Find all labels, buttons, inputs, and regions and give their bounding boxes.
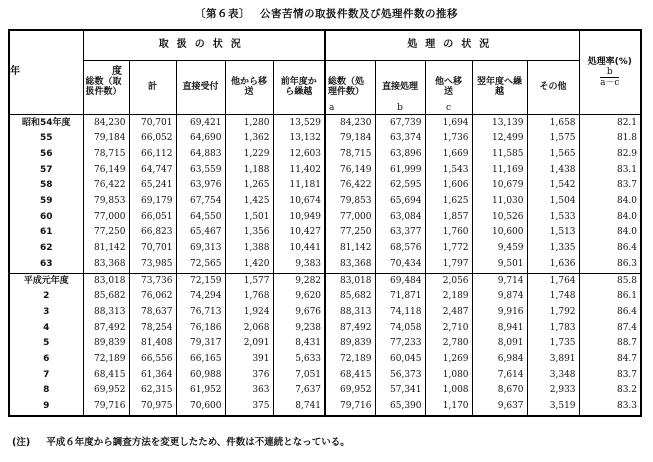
cell-direct: 63,976 [176, 178, 225, 194]
cell-carried-in: 11,402 [273, 163, 325, 179]
table-number: 〔第６表〕 [195, 8, 250, 20]
cell-direct-proc: 67,739 [375, 114, 425, 131]
cell-proc-total: 79,853 [325, 194, 375, 210]
header-carried-to-next: 翌年度へ繰越 [472, 60, 527, 114]
cell-rate: 82.9 [579, 147, 641, 163]
cell-total: 85,682 [83, 289, 129, 305]
cell-direct: 63,559 [176, 163, 225, 179]
table-row [9, 241, 641, 257]
cell-to-other: 1,857 [425, 210, 472, 226]
cell-carried-out: 9,459 [472, 241, 527, 257]
table-row [9, 210, 641, 226]
table-row [9, 336, 641, 352]
cell-to-other: 1,797 [425, 257, 472, 273]
row-year: 7 [9, 368, 83, 384]
row-year: 5 [9, 336, 83, 352]
cell-other: 3,348 [527, 368, 579, 384]
cell-carried-in: 9,676 [273, 305, 325, 321]
cell-rate: 83.1 [579, 163, 641, 179]
header-subtotal: 計 [129, 60, 176, 114]
cell-proc-total: 68,415 [325, 368, 375, 384]
cell-total: 78,715 [83, 147, 129, 163]
cell-to-other: 2,056 [425, 273, 472, 289]
footnote [12, 434, 642, 448]
cell-total: 87,492 [83, 321, 129, 337]
cell-subtotal: 64,747 [129, 163, 176, 179]
row-year: 2 [9, 289, 83, 305]
cell-to-other: 2,710 [425, 321, 472, 337]
table-row [9, 368, 641, 384]
cell-to-other: 1,694 [425, 114, 472, 131]
cell-total: 88,313 [83, 305, 129, 321]
cell-subtotal: 76,062 [129, 289, 176, 305]
cell-from-other: 1,577 [225, 273, 273, 289]
cell-from-other: 1,356 [225, 225, 273, 241]
cell-total: 68,415 [83, 368, 129, 384]
cell-carried-out: 9,916 [472, 305, 527, 321]
cell-proc-total: 76,149 [325, 163, 375, 179]
cell-other: 1,542 [527, 178, 579, 194]
cell-from-other: 1,768 [225, 289, 273, 305]
cell-proc-total: 87,492 [325, 321, 375, 337]
cell-direct-proc: 65,390 [375, 399, 425, 416]
cell-total: 84,230 [83, 114, 129, 131]
cell-carried-in: 9,620 [273, 289, 325, 305]
cell-direct: 64,690 [176, 131, 225, 147]
cell-rate: 82.1 [579, 114, 641, 131]
cell-to-other: 1,080 [425, 368, 472, 384]
cell-carried-in: 10,674 [273, 194, 325, 210]
cell-rate: 84.0 [579, 194, 641, 210]
row-year: 平成元年度 [9, 273, 83, 289]
cell-rate: 86.4 [579, 305, 641, 321]
cell-from-other: 1,924 [225, 305, 273, 321]
cell-to-other: 1,269 [425, 352, 472, 368]
row-year: 62 [9, 241, 83, 257]
cell-from-other: 375 [225, 399, 273, 416]
cell-direct-proc: 74,118 [375, 305, 425, 321]
cell-other: 1,735 [527, 336, 579, 352]
cell-total: 76,422 [83, 178, 129, 194]
cell-direct: 60,988 [176, 368, 225, 384]
cell-subtotal: 78,254 [129, 321, 176, 337]
cell-direct-proc: 63,896 [375, 147, 425, 163]
row-year: 9 [9, 399, 83, 416]
cell-direct: 74,294 [176, 289, 225, 305]
table-row [9, 321, 641, 337]
header-total: 総数（取扱件数） [83, 60, 129, 114]
cell-carried-in: 10,427 [273, 225, 325, 241]
cell-proc-total: 78,715 [325, 147, 375, 163]
row-year: 63 [9, 257, 83, 273]
row-year: 55 [9, 131, 83, 147]
cell-direct: 64,550 [176, 210, 225, 226]
cell-carried-in: 11,181 [273, 178, 325, 194]
cell-proc-total: 79,716 [325, 399, 375, 416]
header-direct-accept: 直接受付 [176, 60, 225, 114]
cell-rate: 88.7 [579, 336, 641, 352]
cell-subtotal: 66,051 [129, 210, 176, 226]
cell-direct-proc: 63,084 [375, 210, 425, 226]
cell-from-other: 1,425 [225, 194, 273, 210]
letter-b: b [397, 102, 403, 113]
cell-from-other: 391 [225, 352, 273, 368]
cell-proc-total: 89,839 [325, 336, 375, 352]
cell-subtotal: 81,408 [129, 336, 176, 352]
cell-rate: 83.7 [579, 368, 641, 384]
cell-total: 83,368 [83, 257, 129, 273]
cell-rate: 84.0 [579, 210, 641, 226]
cell-total: 79,184 [83, 131, 129, 147]
cell-total: 83,018 [83, 273, 129, 289]
cell-carried-out: 12,499 [472, 131, 527, 147]
cell-other: 1,764 [527, 273, 579, 289]
cell-direct-proc: 62,595 [375, 178, 425, 194]
cell-other: 1,533 [527, 210, 579, 226]
letter-c: c [445, 102, 452, 113]
cell-carried-out: 9,874 [472, 289, 527, 305]
footnote-mark: (注) [12, 437, 31, 448]
cell-to-other: 2,189 [425, 289, 472, 305]
cell-carried-in: 5,633 [273, 352, 325, 368]
cell-carried-out: 8,941 [472, 321, 527, 337]
cell-total: 89,839 [83, 336, 129, 352]
cell-carried-out: 8,670 [472, 383, 527, 399]
header-transfer-to-other: 他へ移送 c [425, 60, 472, 114]
header-direct-process: 直接処理 b [375, 60, 425, 114]
cell-other: 1,335 [527, 241, 579, 257]
cell-subtotal: 66,112 [129, 147, 176, 163]
complaints-table [8, 29, 642, 417]
cell-from-other: 1,388 [225, 241, 273, 257]
cell-total: 79,716 [83, 399, 129, 416]
cell-from-other: 2,091 [225, 336, 273, 352]
cell-rate: 86.1 [579, 289, 641, 305]
header-proc-total: 総数（処理件数） a [325, 60, 375, 114]
cell-direct: 72,159 [176, 273, 225, 289]
row-year: 60 [9, 210, 83, 226]
cell-subtotal: 66,052 [129, 131, 176, 147]
cell-rate: 81.8 [579, 131, 641, 147]
header-processing-group: 処理の状況 [325, 30, 579, 60]
cell-subtotal: 78,637 [129, 305, 176, 321]
cell-direct-proc: 77,233 [375, 336, 425, 352]
row-year: 59 [9, 194, 83, 210]
cell-direct: 66,165 [176, 352, 225, 368]
cell-subtotal: 69,179 [129, 194, 176, 210]
cell-carried-out: 10,600 [472, 225, 527, 241]
cell-other: 1,748 [527, 289, 579, 305]
cell-carried-in: 8,431 [273, 336, 325, 352]
cell-to-other: 1,543 [425, 163, 472, 179]
header-rate: 処理率(%) $\frac{b}{a-c}$ [579, 30, 641, 114]
row-year: 57 [9, 163, 83, 179]
cell-to-other: 1,736 [425, 131, 472, 147]
cell-from-other: 1,265 [225, 178, 273, 194]
cell-direct: 64,883 [176, 147, 225, 163]
cell-other: 1,792 [527, 305, 579, 321]
cell-rate: 87.4 [579, 321, 641, 337]
cell-total: 77,250 [83, 225, 129, 241]
cell-to-other: 1,760 [425, 225, 472, 241]
cell-carried-out: 9,714 [472, 273, 527, 289]
cell-total: 77,000 [83, 210, 129, 226]
cell-total: 72,189 [83, 352, 129, 368]
table-row [9, 257, 641, 273]
cell-from-other: 1,229 [225, 147, 273, 163]
cell-rate: 84.0 [579, 225, 641, 241]
cell-proc-total: 69,952 [325, 383, 375, 399]
cell-proc-total: 84,230 [325, 114, 375, 131]
row-year: 6 [9, 352, 83, 368]
cell-direct-proc: 71,871 [375, 289, 425, 305]
cell-other: 1,565 [527, 147, 579, 163]
cell-proc-total: 85,682 [325, 289, 375, 305]
table-row [9, 147, 641, 163]
table-row [9, 178, 641, 194]
cell-subtotal: 70,975 [129, 399, 176, 416]
cell-direct: 79,317 [176, 336, 225, 352]
cell-direct: 67,754 [176, 194, 225, 210]
row-year: 昭和54年度 [9, 114, 83, 131]
cell-other: 1,783 [527, 321, 579, 337]
table-row [9, 289, 641, 305]
cell-carried-in: 9,282 [273, 273, 325, 289]
cell-rate: 83.3 [579, 399, 641, 416]
rate-fraction: $\frac{b}{a-c}$ [600, 66, 620, 88]
cell-rate: 83.2 [579, 383, 641, 399]
cell-direct-proc: 63,377 [375, 225, 425, 241]
cell-carried-in: 13,529 [273, 114, 325, 131]
cell-direct: 65,467 [176, 225, 225, 241]
cell-subtotal: 73,736 [129, 273, 176, 289]
cell-to-other: 2,487 [425, 305, 472, 321]
cell-direct-proc: 60,045 [375, 352, 425, 368]
cell-other: 2,933 [527, 383, 579, 399]
cell-rate: 85.8 [579, 273, 641, 289]
cell-proc-total: 72,189 [325, 352, 375, 368]
cell-carried-in: 13,132 [273, 131, 325, 147]
letter-a: a [329, 102, 335, 113]
row-year: 58 [9, 178, 83, 194]
cell-carried-out: 11,585 [472, 147, 527, 163]
cell-other: 3,891 [527, 352, 579, 368]
cell-to-other: 1,625 [425, 194, 472, 210]
cell-carried-out: 8,091 [472, 336, 527, 352]
cell-subtotal: 70,701 [129, 114, 176, 131]
cell-other: 1,658 [527, 114, 579, 131]
cell-proc-total: 79,184 [325, 131, 375, 147]
cell-from-other: 1,280 [225, 114, 273, 131]
cell-from-other: 1,420 [225, 257, 273, 273]
table-row [9, 273, 641, 289]
cell-carried-in: 10,441 [273, 241, 325, 257]
cell-direct-proc: 56,373 [375, 368, 425, 384]
row-year: 4 [9, 321, 83, 337]
header-handling-group: 取扱の状況 [83, 30, 325, 60]
cell-carried-out: 10,679 [472, 178, 527, 194]
table-title-text: 公害苦情の取扱件数及び処理件数の推移 [260, 8, 458, 20]
cell-proc-total: 83,368 [325, 257, 375, 273]
table-row [9, 399, 641, 416]
footnote-text: 平成６年度から調査方法を変更したため、件数は不連続となっている。 [46, 437, 350, 448]
cell-carried-in: 7,637 [273, 383, 325, 399]
cell-carried-in: 9,383 [273, 257, 325, 273]
row-year: 61 [9, 225, 83, 241]
table-body [9, 114, 641, 416]
cell-to-other: 1,772 [425, 241, 472, 257]
cell-carried-in: 8,741 [273, 399, 325, 416]
cell-total: 79,853 [83, 194, 129, 210]
table-row [9, 383, 641, 399]
cell-subtotal: 61,364 [129, 368, 176, 384]
cell-to-other: 1,008 [425, 383, 472, 399]
cell-other: 1,438 [527, 163, 579, 179]
cell-carried-out: 7,614 [472, 368, 527, 384]
cell-direct: 70,600 [176, 399, 225, 416]
cell-carried-out: 10,526 [472, 210, 527, 226]
cell-other: 3,519 [527, 399, 579, 416]
cell-total: 76,149 [83, 163, 129, 179]
cell-proc-total: 88,313 [325, 305, 375, 321]
header-transfer-from-other: 他から移送 [225, 60, 273, 114]
cell-proc-total: 77,000 [325, 210, 375, 226]
cell-direct-proc: 63,374 [375, 131, 425, 147]
cell-carried-in: 12,603 [273, 147, 325, 163]
cell-carried-in: 7,051 [273, 368, 325, 384]
cell-carried-out: 9,637 [472, 399, 527, 416]
cell-total: 69,952 [83, 383, 129, 399]
cell-direct-proc: 68,576 [375, 241, 425, 257]
header-carried-from-prev: 前年度から繰越 [273, 60, 325, 114]
cell-other: 1,575 [527, 131, 579, 147]
cell-to-other: 1,170 [425, 399, 472, 416]
table-row [9, 114, 641, 131]
table-row [9, 225, 641, 241]
cell-carried-out: 11,030 [472, 194, 527, 210]
cell-other: 1,513 [527, 225, 579, 241]
cell-subtotal: 66,556 [129, 352, 176, 368]
cell-rate: 86.3 [579, 257, 641, 273]
table-row [9, 352, 641, 368]
cell-subtotal: 62,315 [129, 383, 176, 399]
cell-direct: 76,186 [176, 321, 225, 337]
cell-direct: 72,565 [176, 257, 225, 273]
cell-direct-proc: 61,999 [375, 163, 425, 179]
cell-rate: 86.4 [579, 241, 641, 257]
cell-subtotal: 66,823 [129, 225, 176, 241]
cell-from-other: 1,362 [225, 131, 273, 147]
cell-carried-out: 13,139 [472, 114, 527, 131]
table-title [0, 6, 653, 21]
cell-direct-proc: 74,058 [375, 321, 425, 337]
cell-total: 81,142 [83, 241, 129, 257]
cell-proc-total: 83,018 [325, 273, 375, 289]
cell-proc-total: 81,142 [325, 241, 375, 257]
cell-to-other: 1,606 [425, 178, 472, 194]
cell-from-other: 376 [225, 368, 273, 384]
cell-carried-out: 9,501 [472, 257, 527, 273]
cell-proc-total: 76,422 [325, 178, 375, 194]
cell-direct: 61,952 [176, 383, 225, 399]
cell-direct-proc: 69,484 [375, 273, 425, 289]
row-year: 56 [9, 147, 83, 163]
row-year: 8 [9, 383, 83, 399]
cell-direct-proc: 70,434 [375, 257, 425, 273]
cell-subtotal: 73,985 [129, 257, 176, 273]
table-row [9, 305, 641, 321]
cell-carried-in: 10,949 [273, 210, 325, 226]
cell-carried-out: 11,169 [472, 163, 527, 179]
cell-carried-in: 9,238 [273, 321, 325, 337]
cell-rate: 84.7 [579, 352, 641, 368]
cell-from-other: 2,068 [225, 321, 273, 337]
cell-other: 1,636 [527, 257, 579, 273]
table-row [9, 163, 641, 179]
cell-subtotal: 65,241 [129, 178, 176, 194]
cell-other: 1,504 [527, 194, 579, 210]
cell-from-other: 363 [225, 383, 273, 399]
table-row [9, 131, 641, 147]
cell-direct-proc: 57,341 [375, 383, 425, 399]
cell-rate: 83.7 [579, 178, 641, 194]
cell-to-other: 2,780 [425, 336, 472, 352]
cell-from-other: 1,188 [225, 163, 273, 179]
cell-proc-total: 77,250 [325, 225, 375, 241]
table-row [9, 194, 641, 210]
row-year: 3 [9, 305, 83, 321]
header-year: 年 度 [9, 30, 83, 114]
cell-direct-proc: 65,694 [375, 194, 425, 210]
cell-from-other: 1,501 [225, 210, 273, 226]
cell-to-other: 1,669 [425, 147, 472, 163]
cell-direct: 69,421 [176, 114, 225, 131]
cell-direct: 69,313 [176, 241, 225, 257]
cell-direct: 76,713 [176, 305, 225, 321]
header-other: その他 [527, 60, 579, 114]
cell-carried-out: 6,984 [472, 352, 527, 368]
cell-subtotal: 70,701 [129, 241, 176, 257]
